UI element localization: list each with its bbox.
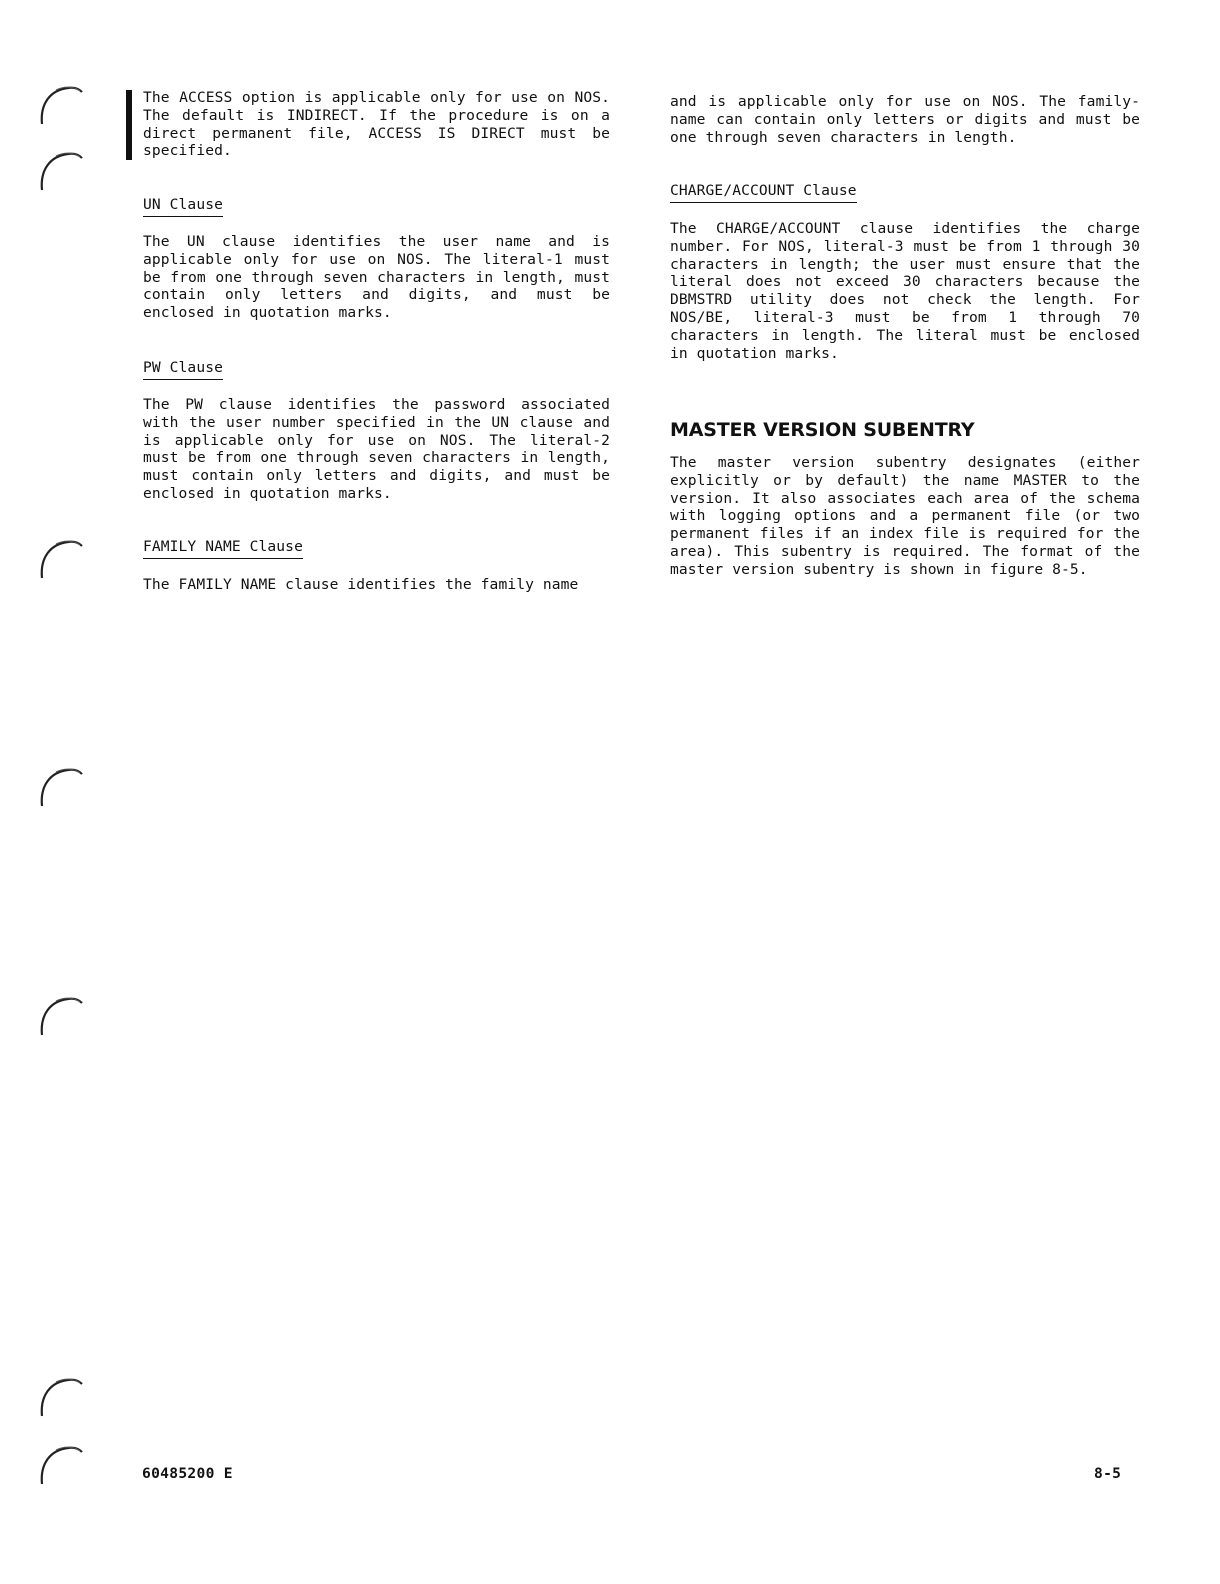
access-option-paragraph: The ACCESS option is applicable only for use on NOS. The default is INDIRECT. If the procedure is on a direct permanent file, ACCESS IS DIRECT must be specified.: [143, 89, 610, 160]
document-number: 60485200 E: [142, 1465, 233, 1482]
revision-change-bar: [126, 90, 132, 160]
un-clause-heading: UN Clause: [143, 196, 223, 217]
binder-hole-icon: [36, 538, 84, 582]
un-clause-paragraph: The UN clause identifies the user name and is applicable only for use on NOS. The literal-1 must be from one through seven characters in length, must contain only letters and digits, and must be enclosed in quotation marks.: [143, 233, 610, 322]
page-number: 8-5: [1094, 1465, 1122, 1482]
family-name-clause-paragraph: The FAMILY NAME clause identifies the family name: [143, 576, 579, 593]
pw-clause-heading: PW Clause: [143, 359, 223, 380]
binder-hole-icon: [36, 766, 84, 810]
charge-account-clause-heading: CHARGE/ACCOUNT Clause: [670, 182, 857, 203]
master-version-subentry-title: MASTER VERSION SUBENTRY: [670, 419, 975, 441]
binder-hole-icon: [36, 84, 84, 128]
binder-hole-icon: [36, 995, 84, 1039]
family-name-clause-heading: FAMILY NAME Clause: [143, 538, 303, 559]
binder-hole-icon: [36, 1376, 84, 1420]
family-name-continued-paragraph: and is applicable only for use on NOS. The family-name can contain only letters or digits and must be one through seven characters in length.: [670, 93, 1140, 146]
master-version-subentry-paragraph: The master version subentry designates (either explicitly or by default) the name MASTER to the version. It also associates each area of the schema with logging options and a permanent file (or two permanent files if an index file is required for the area). This subentry is required. The format of the master version subentry is shown in figure 8-5.: [670, 454, 1140, 578]
binder-hole-icon: [36, 1444, 84, 1488]
pw-clause-paragraph: The PW clause identifies the password associated with the user number specified in the UN clause and is applicable only for use on NOS. The literal-2 must be from one through seven characters in length, must contain only letters and digits, and must be enclosed in quotation marks.: [143, 396, 610, 502]
charge-account-clause-paragraph: The CHARGE/ACCOUNT clause identifies the charge number. For NOS, literal-3 must be from 1 through 30 characters in length; the user must ensure that the literal does not exceed 30 characters because the DBMSTRD utility does not check the length. For NOS/BE, literal-3 must be from 1 through 70 characters in length. The literal must be enclosed in quotation marks.: [670, 220, 1140, 362]
binder-hole-icon: [36, 150, 84, 194]
